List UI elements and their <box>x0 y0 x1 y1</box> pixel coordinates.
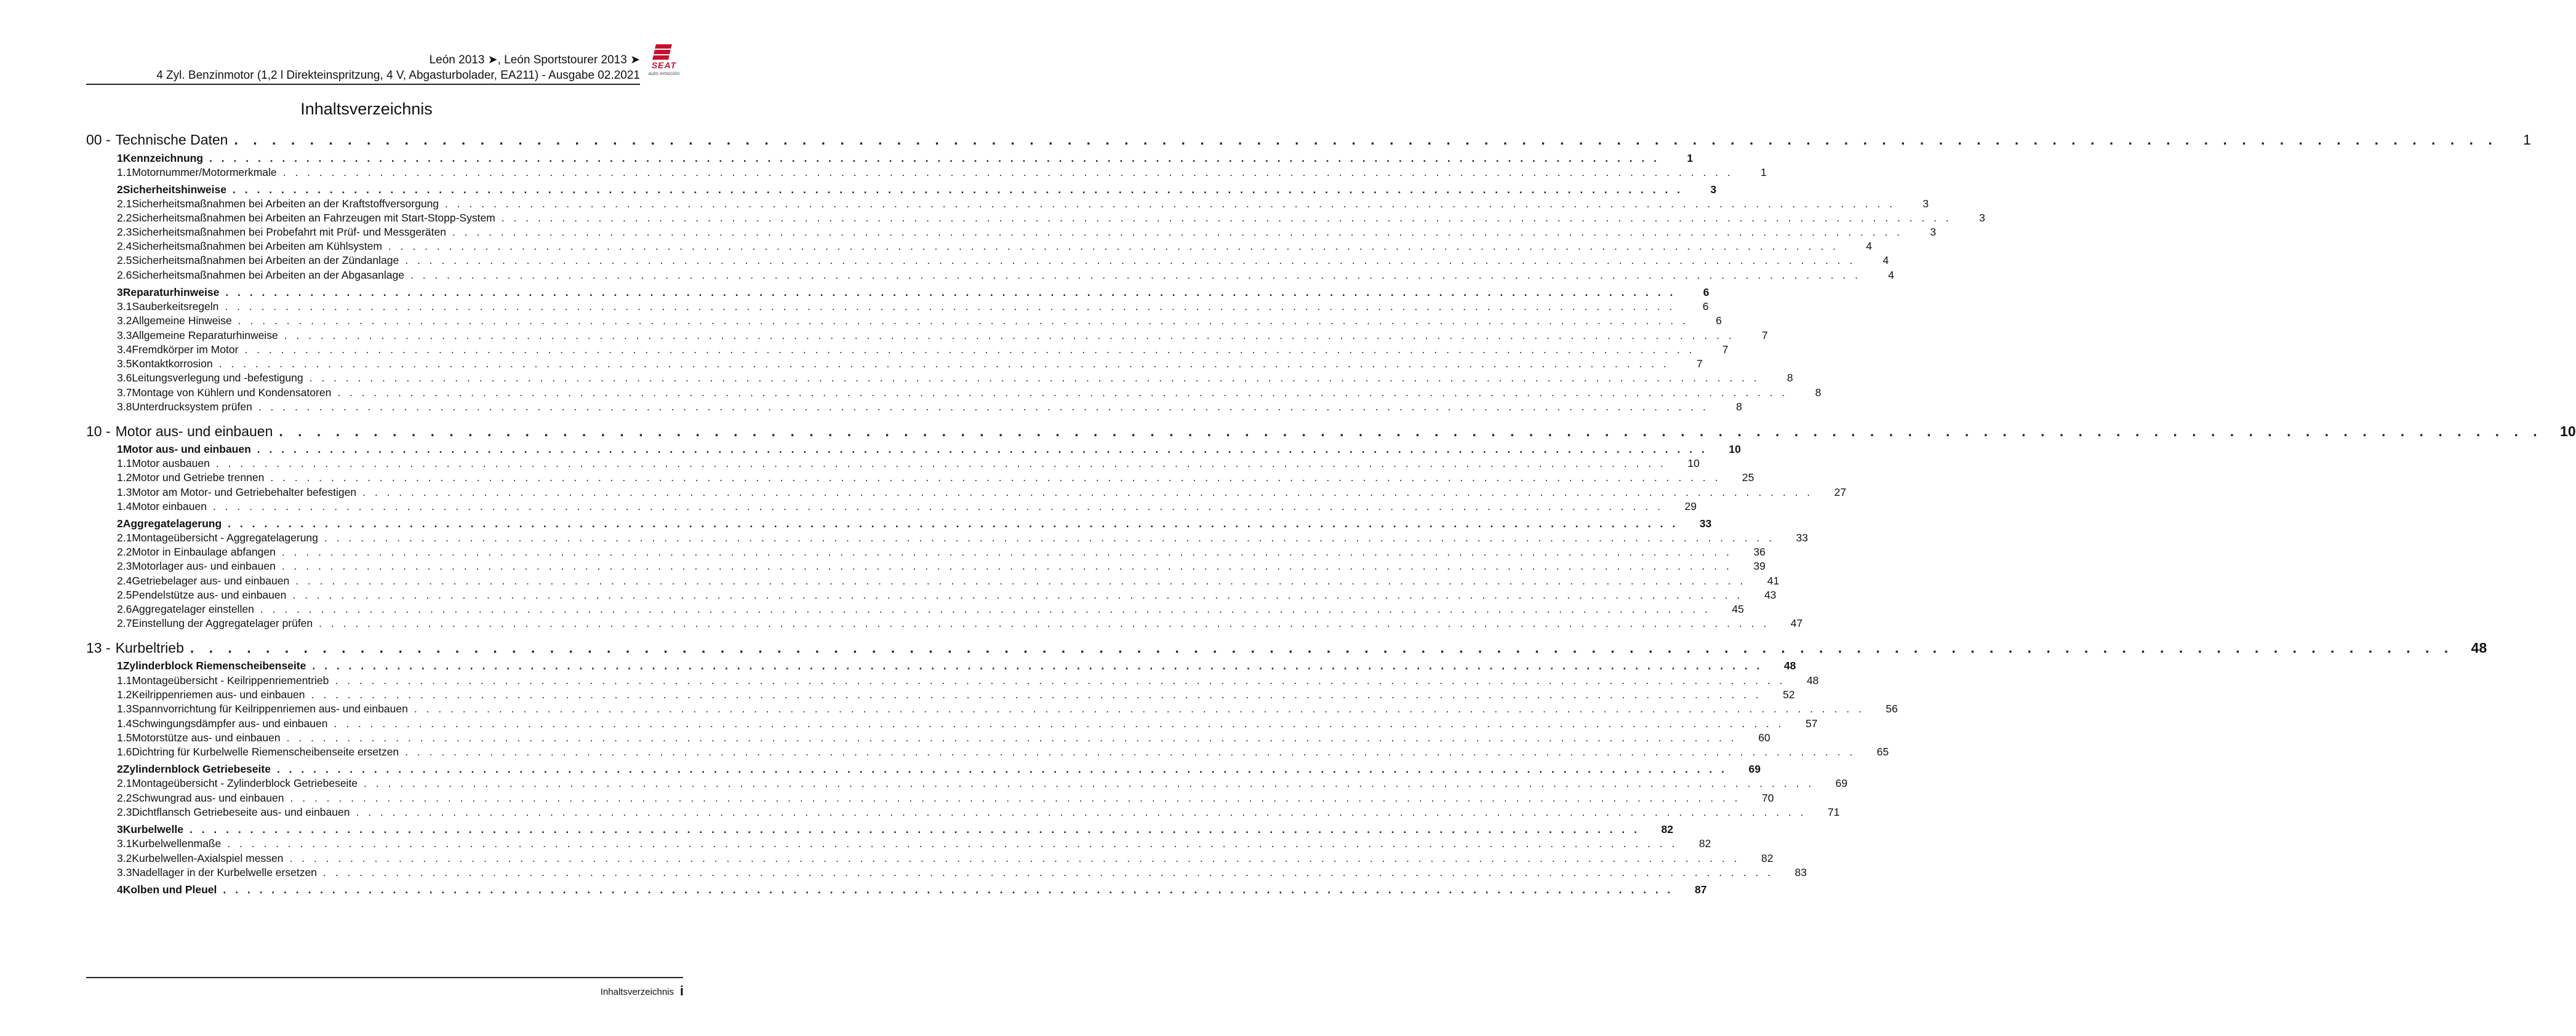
toc-entry-number: 4 <box>117 883 123 896</box>
toc-leader-dots: . . . . . . . . . . . . . . . . . . . . . . . . . . . . . . . . . . . . . . . . . . . . . . . . . . . . . . . . . . . . . . . . . . . . . . . . . . . . . . . . . . . . . . . . . . . . . . . . . . . . . . . . . . . . . . . . . . . . . . . . <box>257 443 1708 455</box>
toc-entry-sec[interactable] <box>86 883 1707 898</box>
toc-entry-number: 1.5 <box>117 731 132 744</box>
toc-leader-dots: . . . . . . . . . . . . . . . . . . . . . . . . . . . . . . . . . . . . . . . . . . . . . . . . . . . . . . . . . . . . . . . . . . . . . . . . . . . . . . . . . . . . . . . . . . . . . . . . . . . . . . . . . . . . . . . . . . . . . . . . <box>292 589 1743 601</box>
toc-entry-number: 1.1 <box>117 166 132 178</box>
toc-entry-number: 3.1 <box>117 300 132 313</box>
toc-leader-dots: . . . . . . . . . . . . . . . . . . . . . . . . . . . . . . . . . . . . . . . . . . . . . . . . . . . . . . . . . . . . . . . . . . . . . . . . . . . . . . . . . . . . . . . . . . . . . . . . . . . . . . . . . . . . . . . . . . . . . . . . <box>215 457 1666 469</box>
toc-entry-sub[interactable] <box>86 560 1766 575</box>
toc-leader-dots: . . . . . . . . . . . . . . . . . . . . . . . . . . . . . . . . . . . . . . . . . . . . . . . . . . . . . . . . . . . . . . . . . . . . . . . . . . . . . . . . . . . . . . . . . . . . . . . . . . . . . . . . . . . . . . . . . . . . . . . . <box>362 486 1814 498</box>
toc-entry-number: 3.2 <box>117 852 132 864</box>
toc-entry-sub[interactable] <box>86 866 1807 881</box>
toc-entry-title: Dichtflansch Getriebeseite aus- und einbauen <box>132 806 350 818</box>
toc-entry-page: 43 <box>1764 589 1777 601</box>
toc-entry-page: 6 <box>1716 314 1722 327</box>
toc-entry-title: Allgemeine Reparaturhinweise <box>132 329 278 341</box>
toc-entry-number: 1.4 <box>117 717 132 730</box>
toc-entry-page: 3 <box>1710 183 1717 196</box>
header-divider <box>86 84 640 85</box>
toc-entry-sub[interactable] <box>86 806 1840 821</box>
toc-entry-number: 3.6 <box>117 372 132 384</box>
toc-entry-number: 3 <box>117 823 123 835</box>
toc-leader-dots: . . . . . . . . . . . . . . . . . . . . . . . . . . . . . . . . . . . . . . . . . . . . . . . . . . . . . . . . . . . . . . . . . . . . . . . . . . . . . . . . . . . . . . . . . . . . . . . . . . . . . . . . . . . . . . . . . . . . . . . . <box>388 240 1839 252</box>
toc-entry-page: 69 <box>1748 763 1761 775</box>
toc-entry-number: 1.4 <box>117 500 132 512</box>
toc-entry-sub[interactable] <box>86 617 1803 632</box>
toc-entry-page: 7 <box>1696 357 1703 370</box>
toc-entry-page: 82 <box>1698 837 1711 850</box>
toc-entry-page: 70 <box>1762 792 1774 804</box>
toc-entry-number: 1.2 <box>117 688 132 701</box>
toc-entry-page: 27 <box>1834 486 1847 498</box>
toc-entry-number: 3.3 <box>117 866 132 879</box>
toc-entry-number: 2.1 <box>117 197 132 210</box>
toc-entry-number: 2.1 <box>117 532 132 544</box>
toc-entry-number: 1.3 <box>117 486 132 498</box>
toc-entry-number: 1.6 <box>117 746 132 758</box>
toc-leader-dots: . . . . . . . . . . . . . . . . . . . . . . . . . . . . . . . . . . . . . . . . . . . . . . . . . . . . . . . . . . . . . . . . . . . . . . . . . . . . . . . . . . . . . . . . . . . . . . . . . . . . . . . . . . . . . . . . . . . . . . . . <box>289 852 1740 864</box>
toc-entry-page: 87 <box>1694 883 1707 896</box>
toc-entry-page: 7 <box>1762 329 1768 341</box>
toc-leader-dots: . . . . . . . . . . . . . . . . . . . . . . . . . . . . . . . . . . . . . . . . . . . . . . . . . . . . . . . . . . . . . . . . . . . . . . . . . . . . . . . . . . . . . . . . . . . . . . . . . . . . . . . . . . . . . . . . . . . . . . . . <box>225 300 1676 313</box>
toc-entry-title: Technische Daten <box>115 132 228 148</box>
toc-leader-dots: . . . . . . . . . . . . . . . . . . . . . . . . . . . . . . . . . . . . . . . . . . . . . . . . . . . . . . . . . . . . . . . . . . . . . . . . . . . . . . . . . . . . . . . . . . . . . . . . . . . . . . . . . . . . . . . . . . . . . . . . <box>233 183 1684 196</box>
toc-entry-title: Sicherheitsmaßnahmen bei Arbeiten an der Abgasanlage <box>132 269 404 281</box>
toc-entry-page: 82 <box>1661 823 1674 835</box>
toc-entry-page: 4 <box>1888 269 1895 281</box>
toc-entry-title: Montageübersicht - Aggregatelagerung <box>132 532 318 544</box>
toc-leader-dots: . . . . . . . . . . . . . . . . . . . . . . . . . . . . . . . . . . . . . . . . . . . . . . . . . . . . . . . . . . . . . . . . . . . . . . . . . . . . . . . . . . . . . . . . . . . . . . . . . . . . . . . . . . . . . . . . . . . . . . . . <box>405 254 1856 266</box>
toc-entry-page: 71 <box>1828 806 1840 818</box>
toc-entry-title: Getriebelager aus- und einbauen <box>132 575 290 587</box>
toc-entry-number: 2.2 <box>117 546 132 558</box>
toc-entry-sub[interactable] <box>86 703 1898 717</box>
toc-leader-dots: . . . . . . . . . . . . . . . . . . . . . . . . . . . . . . . . . . . . . . . . . . . . . . . . . . . . . . . . . . . . . . . . . . . . . . . . . . . . . . . . . . . . . . . . . . . . . . . . . . . . . . . . . . . . . . . . . . . . . . . . <box>290 792 1741 804</box>
toc-entry-page: 82 <box>1761 852 1774 864</box>
toc-entry-title: Leitungsverlegung und -befestigung <box>132 372 303 384</box>
toc-entry-page: 8 <box>1786 372 1793 384</box>
toc-entry-page: 8 <box>1815 386 1822 399</box>
toc-entry-number: 1 <box>117 152 123 164</box>
toc-entry-page: 48 <box>1806 674 1819 687</box>
toc-entry-sub[interactable] <box>86 500 1697 515</box>
toc-leader-dots: . . . . . . . . . . . . . . . . . . . . . . . . . . . . . . . . . . . . . . . . . . . . . . . . . . . . . . . . . . . . . . . . . . . . . . . . . . . . . . . . . . . . . . . . . . . . . . . . . . . . . . . . . . . . . . . . . . . . . . . . <box>225 286 1676 298</box>
toc-leader-dots: . . . . . . . . . . . . . . . . . . . . . . . . . . . . . . . . . . . . . . . . . . . . . . . . . . . . . . . . . . . . . . . . . . . . . . . . . . . . . . . . . . . . . . . . . . . . . . . . . . . . . . . . . . . . . . . . . . . . . . . . <box>209 152 1660 164</box>
toc-entry-sub[interactable] <box>86 471 1754 486</box>
toc-entry-title: Spannvorrichtung für Keilrippenriemen aus- und einbauen <box>132 703 408 715</box>
toc-entry-title: Sauberkeitsregeln <box>132 300 219 313</box>
toc-entry-sub[interactable] <box>86 357 1703 372</box>
toc-entry-title: Kolben und Pleuel <box>122 883 217 896</box>
toc-entry-title: Motor in Einbaulage abfangen <box>132 546 276 558</box>
toc-entry-number: 1 <box>117 659 123 672</box>
toc-leader-dots: . . . . . . . . . . . . . . . . . . . . . . . . . . . . . . . . . . . . . . . . . . . . . . . . . . . . . . . . . . . . . . . . . . . . . . . . . . . . . . . . . . . . . . . . . . . . . . . . . . . . . . . . . . . . . . . . . . . . . . . . <box>244 343 1695 356</box>
toc-leader-dots: . . . . . . . . . . . . . . . . . . . . . . . . . . . . . . . . . . . . . . . . . . . . . . . . . . . . . . . . . . . . . . . . . . . . . . . . . . . . . . . . . . . . . . . . . . . . . . . . . . . . . . . . . . . . . . . . . . . . . . . . <box>223 883 1674 896</box>
toc-leader-dots: . . . . . . . . . . . . . . . . . . . . . . . . . . . . . . . . . . . . . . . . . . . . . . . . . . . . . . . . . . . . . . . . . . . . . . . . . . . . . . . . . . . . . . . . . . . . . . . . . . . . . . . . . . . . . . . . . . . . . . . . <box>218 357 1670 370</box>
toc-entry-title: Motornummer/Motormerkmale <box>132 166 277 178</box>
toc-entry-sec[interactable] <box>86 286 1710 301</box>
toc-entry-page: 48 <box>1783 659 1796 672</box>
toc-entry-sub[interactable] <box>86 575 1780 589</box>
toc-entry-title: Sicherheitsmaßnahmen bei Arbeiten an der Kraftstoffversorgung <box>132 197 439 210</box>
toc-entry-sub[interactable] <box>86 300 1709 315</box>
toc-entry-sub[interactable] <box>86 717 1818 732</box>
toc-entry-sub[interactable] <box>86 688 1795 703</box>
toc-entry-title: Sicherheitsmaßnahmen bei Arbeiten an Fahrzeugen mit Start-Stopp-System <box>132 212 495 224</box>
toc-leader-dots: . . . . . . . . . . . . . . . . . . . . . . . . . . . . . . . . . . . . . . . . . . . . . . . . . . . . . . . . . . . . . . . . . . . . . . . . . . . . . . . . . . . . . . . . . . . . . . . . . . . . . . . . . . . . . . . . . . . . . . . . <box>258 400 1709 413</box>
toc-entry-number: 2.7 <box>117 617 132 629</box>
toc-entry-sub[interactable] <box>86 269 1895 284</box>
toc-entry-number: 1.1 <box>117 457 132 469</box>
toc-entry-sub[interactable] <box>86 372 1793 386</box>
toc-leader-dots: . . . . . . . . . . . . . . . . . . . . . . . . . . . . . . . . . . . . . . . . . . . . . . . . . . . . . . . . . . . . . . . . . . . . . . . . . . . . . . . . . . . . . . . . . . . . . . . . . . . . . . . . . . . . . . . . . . . . . . . . <box>270 471 1721 484</box>
toc-entry-number: 3.3 <box>117 329 132 341</box>
toc-entry-sub[interactable] <box>86 343 1729 358</box>
toc-entry-page: 8 <box>1736 400 1742 413</box>
toc-entry-page: 39 <box>1753 560 1766 572</box>
toc-entry-page: 3 <box>1979 212 1985 224</box>
toc-entry-title: Sicherheitsmaßnahmen bei Arbeiten am Kühlsystem <box>132 240 382 252</box>
toc-entry-title: Motorstütze aus- und einbauen <box>132 731 281 744</box>
toc-entry-number: 2.1 <box>117 777 132 789</box>
toc-entry-number: 2.2 <box>117 212 132 224</box>
toc-entry-title: Motorlager aus- und einbauen <box>132 560 276 572</box>
toc-leader-dots: . . . . . . . . . . . . . . . . . . . . . . . . . . . . . . . . . . . . . . . . . . . . . . . . . . . . . . . . . . . . . . . . . . . . . . . . . . . . . . . . . . . . . . . . . . . . . . . . . . . . . . . . . . . . . . . . . . . . . . . . <box>279 423 2543 439</box>
toc-entry-sec[interactable] <box>86 659 1796 674</box>
toc-leader-dots: . . . . . . . . . . . . . . . . . . . . . . . . . . . . . . . . . . . . . . . . . . . . . . . . . . . . . . . . . . . . . . . . . . . . . . . . . . . . . . . . . . . . . . . . . . . . . . . . . . . . . . . . . . . . . . . . . . . . . . . . <box>212 500 1663 512</box>
seat-emblem-icon <box>644 43 684 62</box>
toc-entry-sub[interactable] <box>86 837 1711 852</box>
toc-entry-number: 2 <box>117 763 123 775</box>
toc-entry-title: Schwingungsdämpfer aus- und einbauen <box>132 717 328 730</box>
toc-entry-page: 48 <box>2471 640 2487 656</box>
toc-leader-dots: . . . . . . . . . . . . . . . . . . . . . . . . . . . . . . . . . . . . . . . . . . . . . . . . . . . . . . . . . . . . . . . . . . . . . . . . . . . . . . . . . . . . . . . . . . . . . . . . . . . . . . . . . . . . . . . . . . . . . . . . <box>452 226 1903 238</box>
toc-leader-dots: . . . . . . . . . . . . . . . . . . . . . . . . . . . . . . . . . . . . . . . . . . . . . . . . . . . . . . . . . . . . . . . . . . . . . . . . . . . . . . . . . . . . . . . . . . . . . . . . . . . . . . . . . . . . . . . . . . . . . . . . <box>309 372 1760 384</box>
toc-entry-title: Sicherheitsmaßnahmen bei Arbeiten an der Zündanlage <box>132 254 399 266</box>
toc-leader-dots: . . . . . . . . . . . . . . . . . . . . . . . . . . . . . . . . . . . . . . . . . . . . . . . . . . . . . . . . . . . . . . . . . . . . . . . . . . . . . . . . . . . . . . . . . . . . . . . . . . . . . . . . . . . . . . . . . . . . . . . . <box>190 640 2454 656</box>
toc-entry-page: 4 <box>1866 240 1872 252</box>
toc-entry-sub[interactable] <box>86 197 1929 212</box>
toc-entry-sec[interactable] <box>86 823 1674 838</box>
toc-entry-page: 1 <box>2522 132 2531 148</box>
header-model-line: León 2013 ➤, León Sportstourer 2013 ➤ <box>429 54 640 66</box>
toc-entry-sub[interactable] <box>86 254 1889 269</box>
toc-entry-title: Aggregatelager einstellen <box>132 603 254 615</box>
toc-entry-sub[interactable] <box>86 589 1777 604</box>
toc-entry-number: 2.3 <box>117 806 132 818</box>
toc-entry-number: 3.4 <box>117 343 132 356</box>
toc-entry-page: 25 <box>1742 471 1754 484</box>
logo-tagline: auto emoción <box>648 70 680 76</box>
toc-entry-sec[interactable] <box>86 152 1694 167</box>
toc-entry-sub[interactable] <box>86 731 1770 746</box>
toc-entry-number: 2.6 <box>117 269 132 281</box>
toc-entry-title: Keilrippenriemen aus- und einbauen <box>132 688 305 701</box>
toc-entry-sec[interactable] <box>86 517 1712 532</box>
toc-entry-title: Montageübersicht - Keilrippenriementrieb <box>132 674 329 687</box>
toc-entry-number: 2 <box>117 517 123 530</box>
toc-entry-sub[interactable] <box>86 603 1744 618</box>
toc-leader-dots: . . . . . . . . . . . . . . . . . . . . . . . . . . . . . . . . . . . . . . . . . . . . . . . . . . . . . . . . . . . . . . . . . . . . . . . . . . . . . . . . . . . . . . . . . . . . . . . . . . . . . . . . . . . . . . . . . . . . . . . . <box>311 688 1762 701</box>
toc-leader-dots: . . . . . . . . . . . . . . . . . . . . . . . . . . . . . . . . . . . . . . . . . . . . . . . . . . . . . . . . . . . . . . . . . . . . . . . . . . . . . . . . . . . . . . . . . . . . . . . . . . . . . . . . . . . . . . . . . . . . . . . . <box>238 314 1689 327</box>
toc-leader-dots: . . . . . . . . . . . . . . . . . . . . . . . . . . . . . . . . . . . . . . . . . . . . . . . . . . . . . . . . . . . . . . . . . . . . . . . . . . . . . . . . . . . . . . . . . . . . . . . . . . . . . . . . . . . . . . . . . . . . . . . . <box>405 746 1856 758</box>
toc-leader-dots: . . . . . . . . . . . . . . . . . . . . . . . . . . . . . . . . . . . . . . . . . . . . . . . . . . . . . . . . . . . . . . . . . . . . . . . . . . . . . . . . . . . . . . . . . . . . . . . . . . . . . . . . . . . . . . . . . . . . . . . . <box>281 560 1732 572</box>
toc-entry-page: 6 <box>1702 300 1709 313</box>
toc-entry-page: 36 <box>1753 546 1766 558</box>
toc-leader-dots: . . . . . . . . . . . . . . . . . . . . . . . . . . . . . . . . . . . . . . . . . . . . . . . . . . . . . . . . . . . . . . . . . . . . . . . . . . . . . . . . . . . . . . . . . . . . . . . . . . . . . . . . . . . . . . . . . . . . . . . . <box>319 617 1770 629</box>
toc-entry-sub[interactable] <box>86 546 1766 560</box>
toc-entry-page: 4 <box>1882 254 1889 266</box>
toc-entry-page: 29 <box>1684 500 1697 512</box>
toc-entry-page: 65 <box>1876 746 1889 758</box>
toc-entry-chap[interactable] <box>86 423 2576 442</box>
toc-leader-dots: . . . . . . . . . . . . . . . . . . . . . . . . . . . . . . . . . . . . . . . . . . . . . . . . . . . . . . . . . . . . . . . . . . . . . . . . . . . . . . . . . . . . . . . . . . . . . . . . . . . . . . . . . . . . . . . . . . . . . . . . <box>322 866 1774 879</box>
toc-entry-sub[interactable] <box>86 329 1768 344</box>
toc-entry-number: 2.3 <box>117 226 132 238</box>
toc-entry-page: 52 <box>1783 688 1795 701</box>
toc-entry-page: 69 <box>1835 777 1848 789</box>
toc-entry-number: 1.2 <box>117 471 132 484</box>
toc-entry-number: 3.8 <box>117 400 132 413</box>
toc-entry-title: Nadellager in der Kurbelwelle ersetzen <box>132 866 317 879</box>
toc-entry-sec[interactable] <box>86 183 1717 198</box>
footer-divider <box>86 977 683 978</box>
toc-entry-number: 3.7 <box>117 386 132 399</box>
toc-entry-title: Aggregatelagerung <box>122 517 222 530</box>
toc-entry-title: Einstellung der Aggregatelager prüfen <box>132 617 313 629</box>
toc-entry-sec[interactable] <box>86 763 1761 778</box>
toc-entry-number: 1.3 <box>117 703 132 715</box>
toc-entry-title: Kennzeichnung <box>122 152 204 164</box>
toc-entry-page: 7 <box>1722 343 1729 356</box>
toc-entry-number: 2.6 <box>117 603 132 615</box>
toc-entry-title: Motor ausbauen <box>132 457 210 469</box>
toc-entry-title: Kurbelwelle <box>122 823 183 835</box>
toc-entry-number: 2.5 <box>117 589 132 601</box>
toc-entry-number: 3.5 <box>117 357 132 370</box>
toc-leader-dots: . . . . . . . . . . . . . . . . . . . . . . . . . . . . . . . . . . . . . . . . . . . . . . . . . . . . . . . . . . . . . . . . . . . . . . . . . . . . . . . . . . . . . . . . . . . . . . . . . . . . . . . . . . . . . . . . . . . . . . . . <box>335 674 1786 687</box>
footer-page-number: i <box>679 983 684 998</box>
toc-leader-dots: . . . . . . . . . . . . . . . . . . . . . . . . . . . . . . . . . . . . . . . . . . . . . . . . . . . . . . . . . . . . . . . . . . . . . . . . . . . . . . . . . . . . . . . . . . . . . . . . . . . . . . . . . . . . . . . . . . . . . . . . <box>364 777 1815 789</box>
toc-entry-number: 2.4 <box>117 575 132 587</box>
toc-entry-page: 1 <box>1760 166 1767 178</box>
toc-entry-title: Zylinderblock Riemenscheibenseite <box>122 659 306 672</box>
toc-leader-dots: . . . . . . . . . . . . . . . . . . . . . . . . . . . . . . . . . . . . . . . . . . . . . . . . . . . . . . . . . . . . . . . . . . . . . . . . . . . . . . . . . . . . . . . . . . . . . . . . . . . . . . . . . . . . . . . . . . . . . . . . <box>228 517 1679 530</box>
toc-entry-title: Schwungrad aus- und einbauen <box>132 792 284 804</box>
toc-leader-dots: . . . . . . . . . . . . . . . . . . . . . . . . . . . . . . . . . . . . . . . . . . . . . . . . . . . . . . . . . . . . . . . . . . . . . . . . . . . . . . . . . . . . . . . . . . . . . . . . . . . . . . . . . . . . . . . . . . . . . . . . <box>414 703 1865 715</box>
seat-logo <box>644 43 684 78</box>
toc-entry-page: 41 <box>1767 575 1780 587</box>
toc-entry-page: 33 <box>1699 517 1712 530</box>
toc-entry-title: Kurbeltrieb <box>115 640 184 656</box>
toc-leader-dots: . . . . . . . . . . . . . . . . . . . . . . . . . . . . . . . . . . . . . . . . . . . . . . . . . . . . . . . . . . . . . . . . . . . . . . . . . . . . . . . . . . . . . . . . . . . . . . . . . . . . . . . . . . . . . . . . . . . . . . . . <box>295 575 1746 587</box>
toc-leader-dots: . . . . . . . . . . . . . . . . . . . . . . . . . . . . . . . . . . . . . . . . . . . . . . . . . . . . . . . . . . . . . . . . . . . . . . . . . . . . . . . . . . . . . . . . . . . . . . . . . . . . . . . . . . . . . . . . . . . . . . . . <box>501 212 1952 224</box>
toc-entry-page: 56 <box>1886 703 1898 715</box>
toc-entry-page: 60 <box>1758 731 1770 744</box>
toc-leader-dots: . . . . . . . . . . . . . . . . . . . . . . . . . . . . . . . . . . . . . . . . . . . . . . . . . . . . . . . . . . . . . . . . . . . . . . . . . . . . . . . . . . . . . . . . . . . . . . . . . . . . . . . . . . . . . . . . . . . . . . . . <box>281 546 1732 558</box>
toc-entry-title: Montageübersicht - Zylinderblock Getriebeseite <box>132 777 358 789</box>
toc-entry-sub[interactable] <box>86 212 1985 226</box>
toc-entry-number: 1 <box>117 443 123 455</box>
toc-entry-number: 2 <box>117 183 123 196</box>
toc-entry-title: Sicherheitsmaßnahmen bei Probefahrt mit Prüf- und Messgeräten <box>132 226 446 238</box>
toc-entry-number: 1.1 <box>117 674 132 687</box>
toc-leader-dots: . . . . . . . . . . . . . . . . . . . . . . . . . . . . . . . . . . . . . . . . . . . . . . . . . . . . . . . . . . . . . . . . . . . . . . . . . . . . . . . . . . . . . . . . . . . . . . . . . . . . . . . . . . . . . . . . . . . . . . . . <box>227 837 1678 850</box>
toc-entry-page: 83 <box>1794 866 1807 879</box>
toc-leader-dots: . . . . . . . . . . . . . . . . . . . . . . . . . . . . . . . . . . . . . . . . . . . . . . . . . . . . . . . . . . . . . . . . . . . . . . . . . . . . . . . . . . . . . . . . . . . . . . . . . . . . . . . . . . . . . . . . . . . . . . . . <box>410 269 1862 281</box>
toc-entry-page: 57 <box>1806 717 1818 730</box>
toc-entry-page: 1 <box>1687 152 1694 164</box>
toc-entry-title: Zylindernblock Getriebeseite <box>122 763 271 775</box>
toc-leader-dots: . . . . . . . . . . . . . . . . . . . . . . . . . . . . . . . . . . . . . . . . . . . . . . . . . . . . . . . . . . . . . . . . . . . . . . . . . . . . . . . . . . . . . . . . . . . . . . . . . . . . . . . . . . . . . . . . . . . . . . . . <box>334 717 1785 730</box>
toc-entry-number: 10 - <box>86 423 111 439</box>
toc-entry-page: 47 <box>1790 617 1803 629</box>
toc-leader-dots: . . . . . . . . . . . . . . . . . . . . . . . . . . . . . . . . . . . . . . . . . . . . . . . . . . . . . . . . . . . . . . . . . . . . . . . . . . . . . . . . . . . . . . . . . . . . . . . . . . . . . . . . . . . . . . . . . . . . . . . . <box>445 197 1896 210</box>
toc-entry-title: Sicherheitshinweise <box>122 183 226 196</box>
toc-entry-number: 3.2 <box>117 314 132 327</box>
toc-entry-sub[interactable] <box>86 400 1742 415</box>
toc-entry-number: 00 - <box>86 132 111 148</box>
toc-entry-page: 3 <box>1930 226 1937 238</box>
toc-leader-dots: . . . . . . . . . . . . . . . . . . . . . . . . . . . . . . . . . . . . . . . . . . . . . . . . . . . . . . . . . . . . . . . . . . . . . . . . . . . . . . . . . . . . . . . . . . . . . . . . . . . . . . . . . . . . . . . . . . . . . . . . <box>286 731 1737 744</box>
toc-entry-sub[interactable] <box>86 674 1819 689</box>
toc-leader-dots: . . . . . . . . . . . . . . . . . . . . . . . . . . . . . . . . . . . . . . . . . . . . . . . . . . . . . . . . . . . . . . . . . . . . . . . . . . . . . . . . . . . . . . . . . . . . . . . . . . . . . . . . . . . . . . . . . . . . . . . . <box>284 329 1735 341</box>
toc-entry-title: Motor aus- und einbauen <box>115 423 273 439</box>
toc-entry-sub[interactable] <box>86 226 1937 241</box>
toc-entry-title: Motor am Motor- und Getriebehalter befestigen <box>132 486 357 498</box>
toc-entry-title: Reparaturhinweise <box>122 286 220 298</box>
toc-leader-dots: . . . . . . . . . . . . . . . . . . . . . . . . . . . . . . . . . . . . . . . . . . . . . . . . . . . . . . . . . . . . . . . . . . . . . . . . . . . . . . . . . . . . . . . . . . . . . . . . . . . . . . . . . . . . . . . . . . . . . . . . <box>260 603 1711 615</box>
toc-entry-number: 2.2 <box>117 792 132 804</box>
toc-entry-sub[interactable] <box>86 240 1872 255</box>
toc-leader-dots: . . . . . . . . . . . . . . . . . . . . . . . . . . . . . . . . . . . . . . . . . . . . . . . . . . . . . . . . . . . . . . . . . . . . . . . . . . . . . . . . . . . . . . . . . . . . . . . . . . . . . . . . . . . . . . . . . . . . . . . . <box>324 532 1775 544</box>
toc-entry-title: Motor einbauen <box>132 500 207 512</box>
toc-entry-page: 10 <box>2560 423 2576 439</box>
toc-entry-number: 13 - <box>86 640 111 656</box>
toc-leader-dots: . . . . . . . . . . . . . . . . . . . . . . . . . . . . . . . . . . . . . . . . . . . . . . . . . . . . . . . . . . . . . . . . . . . . . . . . . . . . . . . . . . . . . . . . . . . . . . . . . . . . . . . . . . . . . . . . . . . . . . . . <box>276 763 1727 775</box>
toc-entry-page: 3 <box>1922 197 1929 210</box>
toc-entry-sub[interactable] <box>86 166 1767 181</box>
toc-leader-dots: . . . . . . . . . . . . . . . . . . . . . . . . . . . . . . . . . . . . . . . . . . . . . . . . . . . . . . . . . . . . . . . . . . . . . . . . . . . . . . . . . . . . . . . . . . . . . . . . . . . . . . . . . . . . . . . . . . . . . . . . <box>189 823 1641 835</box>
toc-entry-title: Kurbelwellenmaße <box>132 837 222 850</box>
toc-entry-chap[interactable] <box>86 132 2531 150</box>
toc-entry-title: Fremdkörper im Motor <box>132 343 239 356</box>
toc-entry-title: Pendelstütze aus- und einbauen <box>132 589 287 601</box>
page-header <box>86 53 640 85</box>
toc-entry-sub[interactable] <box>86 314 1722 329</box>
toc-leader-dots: . . . . . . . . . . . . . . . . . . . . . . . . . . . . . . . . . . . . . . . . . . . . . . . . . . . . . . . . . . . . . . . . . . . . . . . . . . . . . . . . . . . . . . . . . . . . . . . . . . . . . . . . . . . . . . . . . . . . . . . . <box>356 806 1807 818</box>
toc-entry-title: Motor aus- und einbauen <box>122 443 251 455</box>
toc-entry-page: 45 <box>1732 603 1744 615</box>
toc-entry-number: 2.3 <box>117 560 132 572</box>
toc-entry-number: 3.1 <box>117 837 132 850</box>
toc-entry-number: 3 <box>117 286 123 298</box>
toc-entry-sub[interactable] <box>86 777 1848 792</box>
toc-entry-page: 33 <box>1796 532 1808 544</box>
toc-entry-sub[interactable] <box>86 457 1700 472</box>
toc-entry-page: 6 <box>1703 286 1710 298</box>
toc-leader-dots: . . . . . . . . . . . . . . . . . . . . . . . . . . . . . . . . . . . . . . . . . . . . . . . . . . . . . . . . . . . . . . . . . . . . . . . . . . . . . . . . . . . . . . . . . . . . . . . . . . . . . . . . . . . . . . . . . . . . . . . . <box>312 659 1763 672</box>
toc-entry-sec[interactable] <box>86 443 1741 458</box>
toc-entry-title: Allgemeine Hinweise <box>132 314 232 327</box>
page-title: Inhaltsverzeichnis <box>300 100 433 118</box>
toc-entry-sub[interactable] <box>86 746 1889 760</box>
toc-entry-sub[interactable] <box>86 792 1774 807</box>
toc-entry-title: Unterdrucksystem prüfen <box>132 400 252 413</box>
toc-leader-dots: . . . . . . . . . . . . . . . . . . . . . . . . . . . . . . . . . . . . . . . . . . . . . . . . . . . . . . . . . . . . . . . . . . . . . . . . . . . . . . . . . . . . . . . . . . . . . . . . . . . . . . . . . . . . . . . . . . . . . . . . <box>282 166 1734 178</box>
footer-label: Inhaltsverzeichnis <box>600 987 674 997</box>
toc-entry-number: 2.5 <box>117 254 132 266</box>
header-engine-line: 4 Zyl. Benzinmotor (1,2 l Direkteinspritzung, 4 V, Abgasturbolader, EA211) - Ausgabe 02.2021 <box>156 69 640 82</box>
toc-entry-sub[interactable] <box>86 486 1847 501</box>
toc-leader-dots: . . . . . . . . . . . . . . . . . . . . . . . . . . . . . . . . . . . . . . . . . . . . . . . . . . . . . . . . . . . . . . . . . . . . . . . . . . . . . . . . . . . . . . . . . . . . . . . . . . . . . . . . . . . . . . . . . . . . . . . . <box>337 386 1788 399</box>
toc-entry-number: 2.4 <box>117 240 132 252</box>
toc-entry-title: Motor und Getriebe trennen <box>132 471 265 484</box>
toc-entry-chap[interactable] <box>86 640 2487 658</box>
toc-entry-page: 10 <box>1687 457 1700 469</box>
toc-entry-title: Kontaktkorrosion <box>132 357 213 370</box>
logo-wordmark: SEAT <box>651 60 677 70</box>
toc-entry-title: Kurbelwellen-Axialspiel messen <box>132 852 284 864</box>
toc-entry-sub[interactable] <box>86 532 1808 546</box>
toc-entry-title: Montage von Kühlern und Kondensatoren <box>132 386 332 399</box>
toc-entry-sub[interactable] <box>86 386 1822 401</box>
toc-entry-sub[interactable] <box>86 852 1774 867</box>
toc-entry-page: 10 <box>1729 443 1741 455</box>
toc-leader-dots: . . . . . . . . . . . . . . . . . . . . . . . . . . . . . . . . . . . . . . . . . . . . . . . . . . . . . . . . . . . . . . . . . . . . . . . . . . . . . . . . . . . . . . . . . . . . . . . . . . . . . . . . . . . . . . . . . . . . . . . . <box>234 132 2498 148</box>
toc-entry-title: Dichtring für Kurbelwelle Riemenscheibenseite ersetzen <box>132 746 399 758</box>
